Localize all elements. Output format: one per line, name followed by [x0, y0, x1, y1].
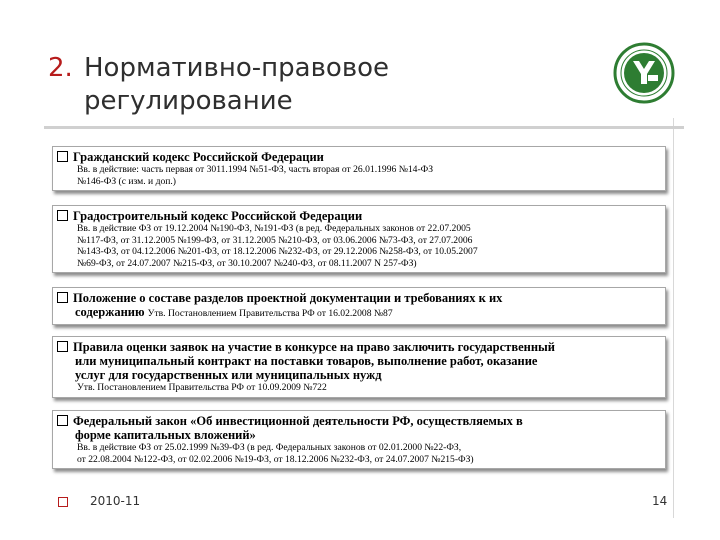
- item-investment-law: [52, 410, 666, 469]
- item-heading-line: содержанию Утв. Постановлением Правительства РФ от 16.02.2008 №87: [75, 305, 393, 319]
- slide-number: 2.: [48, 53, 73, 83]
- university-logo-icon: [613, 42, 675, 104]
- item-note-line: от 22.08.2004 №122-ФЗ, от 02.02.2006 №19-ФЗ, от 18.12.2006 №232-ФЗ, от 24.07.2007 №215-ФЗ): [77, 453, 474, 465]
- item-note-line: №146-ФЗ (с изм. и доп.): [77, 175, 176, 187]
- title-line-2: регулирование: [84, 86, 293, 116]
- item-heading: Гражданский кодекс Российской Федерации: [57, 150, 659, 164]
- title-line-1: Нормативно-правовое: [84, 53, 390, 83]
- bullet-square-icon: [57, 415, 68, 426]
- item-note-line: №69-ФЗ, от 24.07.2007 №215-ФЗ, от 30.10.2007 №240-ФЗ, от 08.11.2007 N 257-ФЗ): [77, 257, 417, 269]
- bullet-square-icon: [57, 151, 68, 162]
- page-number: 14: [652, 494, 668, 508]
- item-note-line: №143-ФЗ, от 04.12.2006 №201-ФЗ, от 18.12.2006 №232-ФЗ, от 29.12.2006 №258-ФЗ, от 10.05.2007: [77, 246, 478, 257]
- item-tender-rules: [52, 336, 666, 398]
- item-heading-line: или муниципальный контракт на поставки товаров, выполнение работ, оказание: [75, 354, 538, 368]
- right-divider: [673, 118, 674, 518]
- bullet-square-icon: [57, 210, 68, 221]
- footer-bullet-icon: [58, 497, 68, 507]
- item-note-line: Вв. в действие ФЗ от 19.12.2004 №190-ФЗ, №191-ФЗ (в ред. Федеральных законов от 22.07.2005: [77, 223, 471, 234]
- item-urban-code: [52, 205, 666, 273]
- item-note-line: №117-ФЗ, от 31.12.2005 №199-ФЗ, от 31.12.2005 №210-ФЗ, от 03.06.2006 №73-ФЗ, от 27.07.2006: [77, 234, 473, 246]
- footer-date: 2010-11: [90, 494, 141, 508]
- item-civil-code: [52, 146, 666, 191]
- item-heading: Градостроительный кодекс Российской Федерации: [57, 209, 659, 223]
- item-heading: Положение о составе разделов проектной документации и требованиях к их: [57, 291, 659, 305]
- bullet-square-icon: [57, 292, 68, 303]
- item-heading: Федеральный закон «Об инвестиционной деятельности РФ, осуществляемых в: [57, 414, 659, 428]
- item-regulation-docs: [52, 287, 666, 325]
- item-heading-line: форме капитальных вложений»: [75, 428, 256, 442]
- item-note-line: Вв. в действие ФЗ от 25.02.1999 №39-ФЗ (в ред. Федеральных законов от 02.01.2000 №22-ФЗ,: [77, 442, 462, 453]
- item-inline-note: Утв. Постановлением Правительства РФ от 16.02.2008 №87: [147, 308, 393, 319]
- title-divider: [44, 126, 684, 129]
- bullet-square-icon: [57, 341, 68, 352]
- item-note-line: Утв. Постановлением Правительства РФ от 10.09.2009 №722: [77, 382, 327, 393]
- slide-title: [48, 52, 389, 118]
- item-heading: Правила оценки заявок на участие в конкурсе на право заключить государственный: [57, 340, 659, 354]
- item-note-line: Вв. в действие: часть первая от 3011.1994 №51-ФЗ, часть вторая от 26.01.1996 №14-ФЗ: [77, 164, 434, 175]
- item-heading-line: услуг для государственных или муниципальных нужд: [75, 368, 382, 382]
